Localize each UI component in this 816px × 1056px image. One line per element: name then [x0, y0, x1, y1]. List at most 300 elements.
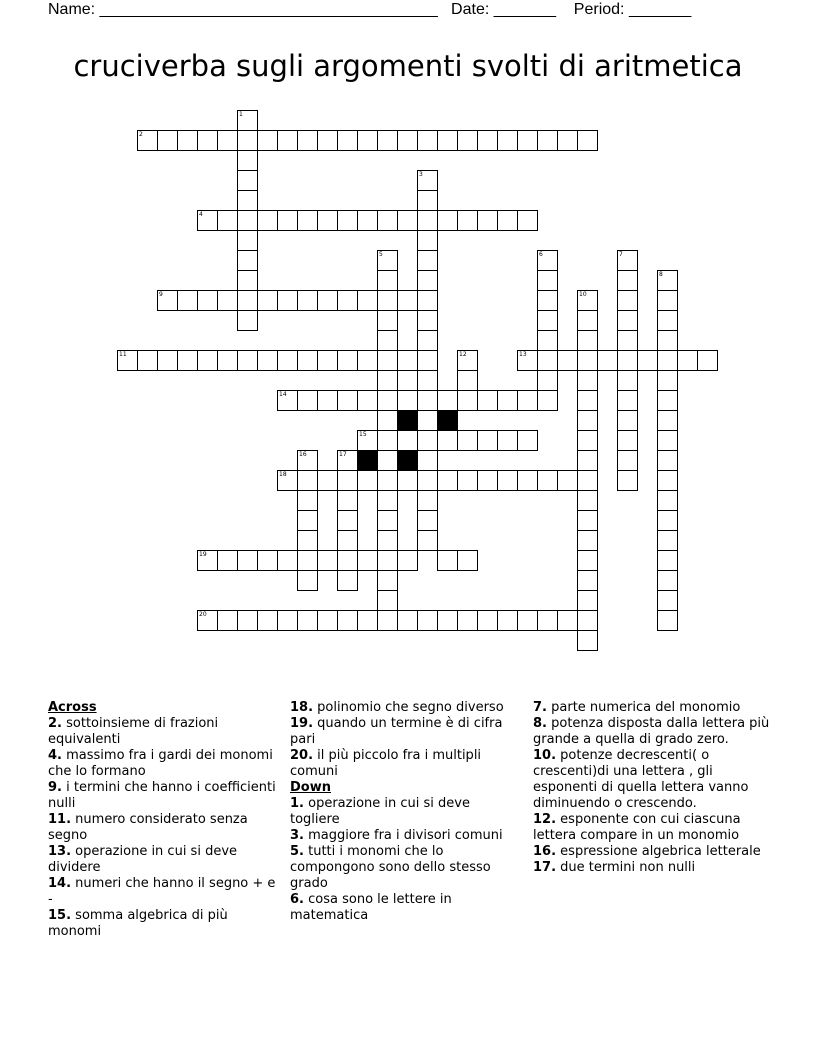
clue-text: i termini che hanno i coefficienti nulli [48, 780, 276, 811]
grid-cell[interactable] [457, 610, 478, 631]
grid-cell[interactable] [237, 290, 258, 311]
grid-cell[interactable] [417, 290, 438, 311]
grid-cell[interactable] [277, 390, 298, 411]
clue-number-label: 18 [279, 471, 287, 478]
grid-cell[interactable] [237, 310, 258, 331]
clue-number-label: 8 [659, 271, 663, 278]
grid-cell[interactable] [517, 130, 538, 151]
clue-text: esponente con cui ciascuna lettera compare in un monomio [533, 812, 741, 843]
grid-cell[interactable] [577, 450, 598, 471]
grid-cell[interactable] [577, 350, 598, 371]
grid-cell[interactable] [657, 310, 678, 331]
clue-number: 1. [290, 796, 304, 811]
grid-cell[interactable] [577, 510, 598, 531]
grid-cell[interactable] [417, 330, 438, 351]
grid-cell[interactable] [377, 470, 398, 491]
grid-cell[interactable] [577, 610, 598, 631]
grid-cell[interactable] [237, 230, 258, 251]
grid-cell[interactable] [537, 350, 558, 371]
grid-cell[interactable] [457, 470, 478, 491]
clue-text: quando un termine è di cifra pari [290, 716, 503, 747]
clue-number: 7. [533, 700, 547, 715]
grid-cell[interactable] [377, 490, 398, 511]
clue-number-label: 1 [239, 111, 243, 118]
grid-cell[interactable] [417, 610, 438, 631]
grid-cell[interactable] [577, 490, 598, 511]
grid-cell[interactable] [537, 330, 558, 351]
grid-cell[interactable] [417, 490, 438, 511]
grid-cell[interactable] [577, 130, 598, 151]
grid-cell[interactable] [337, 130, 358, 151]
grid-cell[interactable] [377, 530, 398, 551]
grid-cell[interactable] [337, 570, 358, 591]
grid-cell[interactable] [177, 350, 198, 371]
grid-cell[interactable] [297, 530, 318, 551]
grid-cell[interactable] [417, 530, 438, 551]
grid-cell[interactable] [277, 550, 298, 571]
clue-number-label: 17 [339, 451, 347, 458]
grid-cell[interactable] [357, 430, 378, 451]
grid-cell[interactable] [497, 130, 518, 151]
grid-cell[interactable] [277, 610, 298, 631]
grid-cell[interactable] [657, 270, 678, 291]
down-clue [533, 860, 773, 876]
grid-cell[interactable] [337, 350, 358, 371]
grid-cell[interactable] [597, 350, 618, 371]
grid-cell[interactable] [617, 310, 638, 331]
grid-cell[interactable] [377, 590, 398, 611]
clue-text: massimo fra i gardi dei monomi che lo formano [48, 748, 273, 779]
grid-cell[interactable] [497, 390, 518, 411]
grid-cell[interactable] [577, 370, 598, 391]
grid-cell[interactable] [457, 550, 478, 571]
grid-cell[interactable] [217, 610, 238, 631]
grid-cell[interactable] [557, 610, 578, 631]
grid-cell[interactable] [457, 370, 478, 391]
grid-cell[interactable] [277, 210, 298, 231]
grid-cell[interactable] [377, 350, 398, 371]
grid-cell[interactable] [517, 610, 538, 631]
grid-cell[interactable] [217, 130, 238, 151]
grid-cell[interactable] [217, 350, 238, 371]
grid-cell[interactable] [377, 370, 398, 391]
grid-cell[interactable] [237, 110, 258, 131]
black-cell [397, 410, 418, 431]
clue-text: parte numerica del monomio [551, 700, 741, 715]
clue-text: operazione in cui si deve togliere [290, 796, 470, 827]
grid-cell[interactable] [437, 470, 458, 491]
grid-cell[interactable] [397, 130, 418, 151]
grid-cell[interactable] [397, 390, 418, 411]
grid-cell[interactable] [617, 350, 638, 371]
grid-cell[interactable] [377, 310, 398, 331]
grid-cell[interactable] [117, 350, 138, 371]
grid-cell[interactable] [617, 450, 638, 471]
grid-cell[interactable] [497, 470, 518, 491]
grid-cell[interactable] [617, 390, 638, 411]
grid-cell[interactable] [297, 350, 318, 371]
grid-cell[interactable] [577, 570, 598, 591]
clue-text: potenze decrescenti( o crescenti)di una lettera , gli esponenti di quella lettera vanno diminuendo o crescendo. [533, 748, 749, 811]
grid-cell[interactable] [157, 290, 178, 311]
grid-cell[interactable] [277, 130, 298, 151]
grid-cell[interactable] [697, 350, 718, 371]
grid-cell[interactable] [317, 550, 338, 571]
grid-cell[interactable] [317, 130, 338, 151]
grid-cell[interactable] [237, 170, 258, 191]
grid-cell[interactable] [657, 450, 678, 471]
grid-cell[interactable] [417, 130, 438, 151]
grid-cell[interactable] [657, 610, 678, 631]
grid-cell[interactable] [417, 470, 438, 491]
grid-cell[interactable] [417, 250, 438, 271]
clue-number: 5. [290, 844, 304, 859]
grid-cell[interactable] [237, 210, 258, 231]
grid-cell[interactable] [577, 530, 598, 551]
grid-cell[interactable] [437, 610, 458, 631]
grid-cell[interactable] [357, 610, 378, 631]
grid-cell[interactable] [537, 310, 558, 331]
grid-cell[interactable] [397, 290, 418, 311]
grid-cell[interactable] [557, 350, 578, 371]
clue-number-label: 14 [279, 391, 287, 398]
grid-cell[interactable] [357, 470, 378, 491]
grid-cell[interactable] [577, 430, 598, 451]
grid-cell[interactable] [277, 470, 298, 491]
grid-cell[interactable] [537, 290, 558, 311]
across-clue [290, 700, 522, 716]
grid-cell[interactable] [337, 470, 358, 491]
grid-cell[interactable] [337, 490, 358, 511]
grid-cell[interactable] [417, 170, 438, 191]
grid-cell[interactable] [317, 290, 338, 311]
grid-cell[interactable] [197, 210, 218, 231]
page-title: cruciverba sugli argomenti svolti di aritmetica [73, 49, 743, 83]
clue-column-2 [290, 700, 522, 924]
grid-cell[interactable] [617, 330, 638, 351]
grid-cell[interactable] [657, 350, 678, 371]
grid-cell[interactable] [457, 430, 478, 451]
clue-column-3 [533, 700, 773, 876]
grid-cell[interactable] [577, 590, 598, 611]
grid-cell[interactable] [417, 430, 438, 451]
grid-cell[interactable] [617, 430, 638, 451]
clue-text: somma algebrica di più monomi [48, 908, 228, 939]
grid-cell[interactable] [517, 470, 538, 491]
grid-cell[interactable] [577, 410, 598, 431]
grid-cell[interactable] [357, 350, 378, 371]
grid-cell[interactable] [357, 130, 378, 151]
grid-cell[interactable] [297, 450, 318, 471]
grid-cell[interactable] [237, 130, 258, 151]
grid-cell[interactable] [377, 430, 398, 451]
grid-cell[interactable] [377, 210, 398, 231]
clue-number: 12. [533, 812, 557, 827]
grid-cell[interactable] [317, 470, 338, 491]
grid-cell[interactable] [397, 610, 418, 631]
grid-cell[interactable] [377, 450, 398, 471]
grid-cell[interactable] [397, 210, 418, 231]
grid-cell[interactable] [437, 550, 458, 571]
down-clue [533, 716, 773, 748]
clue-number-label: 7 [619, 251, 623, 258]
grid-cell[interactable] [177, 130, 198, 151]
grid-cell[interactable] [317, 390, 338, 411]
grid-cell[interactable] [237, 270, 258, 291]
grid-cell[interactable] [417, 390, 438, 411]
grid-cell[interactable] [297, 610, 318, 631]
grid-cell[interactable] [477, 610, 498, 631]
grid-cell[interactable] [397, 350, 418, 371]
grid-cell[interactable] [657, 510, 678, 531]
grid-cell[interactable] [377, 330, 398, 351]
grid-cell[interactable] [657, 330, 678, 351]
clue-number: 8. [533, 716, 547, 731]
grid-cell[interactable] [217, 210, 238, 231]
grid-cell[interactable] [397, 470, 418, 491]
grid-cell[interactable] [297, 470, 318, 491]
grid-cell[interactable] [257, 350, 278, 371]
grid-cell[interactable] [377, 570, 398, 591]
grid-cell[interactable] [377, 390, 398, 411]
grid-cell[interactable] [657, 530, 678, 551]
grid-cell[interactable] [417, 210, 438, 231]
grid-cell[interactable] [237, 190, 258, 211]
clue-number: 3. [290, 828, 304, 843]
grid-cell[interactable] [337, 390, 358, 411]
grid-cell[interactable] [297, 130, 318, 151]
grid-cell[interactable] [257, 610, 278, 631]
grid-cell[interactable] [637, 350, 658, 371]
grid-cell[interactable] [517, 430, 538, 451]
grid-cell[interactable] [417, 450, 438, 471]
grid-cell[interactable] [657, 430, 678, 451]
grid-cell[interactable] [157, 350, 178, 371]
grid-cell[interactable] [457, 390, 478, 411]
grid-cell[interactable] [557, 470, 578, 491]
grid-cell[interactable] [657, 410, 678, 431]
clue-number-label: 9 [159, 291, 163, 298]
grid-cell[interactable] [617, 410, 638, 431]
grid-cell[interactable] [497, 210, 518, 231]
grid-cell[interactable] [417, 350, 438, 371]
grid-cell[interactable] [317, 210, 338, 231]
grid-cell[interactable] [537, 130, 558, 151]
grid-cell[interactable] [257, 210, 278, 231]
grid-cell[interactable] [657, 390, 678, 411]
grid-cell[interactable] [177, 290, 198, 311]
grid-cell[interactable] [537, 370, 558, 391]
grid-cell[interactable] [337, 210, 358, 231]
grid-cell[interactable] [537, 610, 558, 631]
grid-cell[interactable] [617, 290, 638, 311]
grid-cell[interactable] [337, 550, 358, 571]
black-cell [437, 410, 458, 431]
grid-cell[interactable] [137, 130, 158, 151]
grid-cell[interactable] [277, 350, 298, 371]
grid-cell[interactable] [477, 210, 498, 231]
grid-cell[interactable] [217, 290, 238, 311]
grid-cell[interactable] [337, 510, 358, 531]
grid-cell[interactable] [257, 550, 278, 571]
grid-cell[interactable] [297, 290, 318, 311]
grid-cell[interactable] [577, 550, 598, 571]
across-clue [48, 812, 276, 844]
grid-cell[interactable] [357, 390, 378, 411]
clue-number-label: 19 [199, 551, 207, 558]
down-clue [290, 796, 522, 828]
clue-number-label: 13 [519, 351, 527, 358]
grid-cell[interactable] [437, 390, 458, 411]
grid-cell[interactable] [237, 610, 258, 631]
grid-cell[interactable] [377, 270, 398, 291]
grid-cell[interactable] [657, 550, 678, 571]
across-clue [48, 748, 276, 780]
grid-cell[interactable] [537, 250, 558, 271]
grid-cell[interactable] [297, 210, 318, 231]
grid-cell[interactable] [657, 470, 678, 491]
across-clue [48, 780, 276, 812]
grid-cell[interactable] [497, 610, 518, 631]
clue-text: maggiore fra i divisori comuni [308, 828, 503, 843]
grid-cell[interactable] [377, 550, 398, 571]
grid-cell[interactable] [437, 130, 458, 151]
grid-cell[interactable] [297, 510, 318, 531]
grid-cell[interactable] [237, 250, 258, 271]
grid-cell[interactable] [337, 450, 358, 471]
grid-cell[interactable] [617, 370, 638, 391]
grid-cell[interactable] [157, 130, 178, 151]
clue-number-label: 10 [579, 291, 587, 298]
grid-cell[interactable] [537, 270, 558, 291]
grid-cell[interactable] [237, 350, 258, 371]
clue-number: 14. [48, 876, 72, 891]
grid-cell[interactable] [257, 130, 278, 151]
grid-cell[interactable] [297, 570, 318, 591]
down-clue [533, 700, 773, 716]
grid-cell[interactable] [377, 410, 398, 431]
grid-cell[interactable] [557, 130, 578, 151]
grid-cell[interactable] [657, 590, 678, 611]
grid-cell[interactable] [437, 210, 458, 231]
grid-cell[interactable] [677, 350, 698, 371]
grid-cell[interactable] [397, 430, 418, 451]
grid-cell[interactable] [577, 330, 598, 351]
clue-number: 16. [533, 844, 557, 859]
grid-cell[interactable] [417, 370, 438, 391]
grid-cell[interactable] [317, 350, 338, 371]
clue-text: sottoinsieme di frazioni equivalenti [48, 716, 219, 747]
grid-cell[interactable] [537, 470, 558, 491]
grid-cell[interactable] [417, 310, 438, 331]
grid-cell[interactable] [657, 490, 678, 511]
across-clue [48, 716, 276, 748]
grid-cell[interactable] [317, 610, 338, 631]
grid-cell[interactable] [197, 550, 218, 571]
grid-cell[interactable] [197, 350, 218, 371]
grid-cell[interactable] [377, 250, 398, 271]
clue-number-label: 4 [199, 211, 203, 218]
grid-cell[interactable] [437, 430, 458, 451]
grid-cell[interactable] [297, 490, 318, 511]
grid-cell[interactable] [357, 210, 378, 231]
grid-cell[interactable] [337, 530, 358, 551]
grid-cell[interactable] [417, 190, 438, 211]
grid-cell[interactable] [517, 210, 538, 231]
clue-text: polinomio che segno diverso [317, 700, 504, 715]
grid-cell[interactable] [657, 290, 678, 311]
grid-cell[interactable] [577, 290, 598, 311]
grid-cell[interactable] [257, 290, 278, 311]
grid-cell[interactable] [377, 510, 398, 531]
grid-cell[interactable] [337, 610, 358, 631]
clue-number-label: 6 [539, 251, 543, 258]
grid-cell[interactable] [377, 130, 398, 151]
grid-cell[interactable] [477, 470, 498, 491]
grid-cell[interactable] [277, 290, 298, 311]
grid-cell[interactable] [477, 430, 498, 451]
down-clue [533, 748, 773, 812]
grid-cell[interactable] [477, 130, 498, 151]
grid-cell[interactable] [377, 610, 398, 631]
grid-cell[interactable] [617, 270, 638, 291]
grid-cell[interactable] [337, 290, 358, 311]
grid-cell[interactable] [477, 390, 498, 411]
grid-cell[interactable] [517, 390, 538, 411]
clue-text: due termini non nulli [560, 860, 696, 875]
grid-cell[interactable] [357, 550, 378, 571]
grid-cell[interactable] [617, 470, 638, 491]
grid-cell[interactable] [297, 390, 318, 411]
grid-cell[interactable] [377, 290, 398, 311]
clue-number: 11. [48, 812, 72, 827]
grid-cell[interactable] [517, 350, 538, 371]
grid-cell[interactable] [297, 550, 318, 571]
grid-cell[interactable] [137, 350, 158, 371]
across-clue [48, 908, 276, 940]
grid-cell[interactable] [457, 350, 478, 371]
grid-cell[interactable] [617, 250, 638, 271]
grid-cell[interactable] [457, 210, 478, 231]
grid-cell[interactable] [237, 550, 258, 571]
grid-cell[interactable] [397, 550, 418, 571]
grid-cell[interactable] [457, 130, 478, 151]
clue-number: 20. [290, 748, 314, 763]
grid-cell[interactable] [237, 150, 258, 171]
grid-cell[interactable] [577, 310, 598, 331]
grid-cell[interactable] [417, 270, 438, 291]
grid-cell[interactable] [417, 510, 438, 531]
grid-cell[interactable] [197, 610, 218, 631]
grid-cell[interactable] [197, 130, 218, 151]
clue-number-label: 15 [359, 431, 367, 438]
grid-cell[interactable] [577, 470, 598, 491]
grid-cell[interactable] [357, 290, 378, 311]
grid-cell[interactable] [497, 430, 518, 451]
grid-cell[interactable] [417, 410, 438, 431]
grid-cell[interactable] [217, 550, 238, 571]
grid-cell[interactable] [577, 630, 598, 651]
clue-number: 17. [533, 860, 557, 875]
grid-cell[interactable] [417, 230, 438, 251]
grid-cell[interactable] [577, 390, 598, 411]
grid-cell[interactable] [657, 370, 678, 391]
grid-cell[interactable] [537, 390, 558, 411]
grid-cell[interactable] [657, 570, 678, 591]
down-clue [533, 844, 773, 860]
grid-cell[interactable] [197, 290, 218, 311]
black-cell [357, 450, 378, 471]
